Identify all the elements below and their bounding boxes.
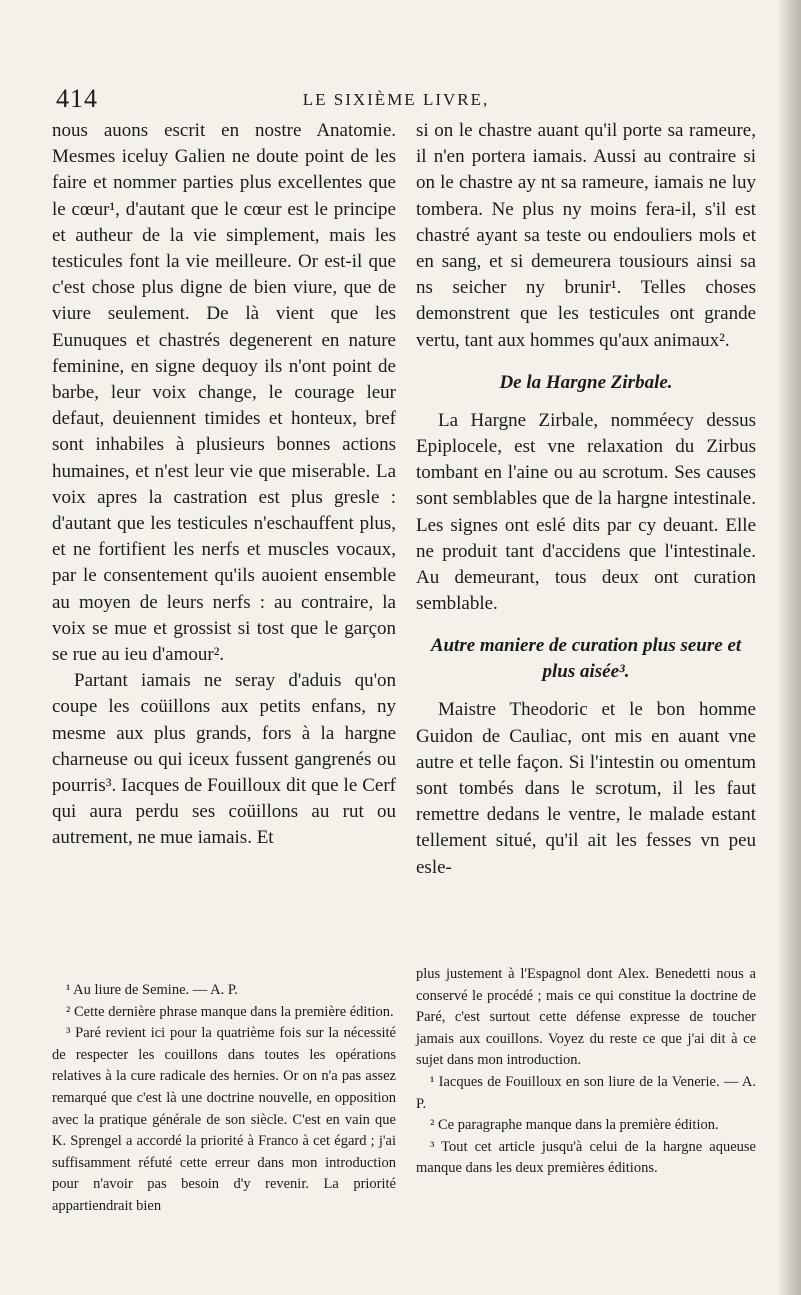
right-paragraph-continued: si on le chastre auant qu'il porte sa rameure, il n'en portera iamais. Aussi au contraire si on le chastre ay nt sa rameure, iamais ne luy tombera. Ne plus ny moins fera-il, s'il est chastré ayant sa teste ou endouliers mols et en sang, et si demeurera tousiours ainsi sa ns seicher ny brunir¹. Telles choses demonstrent que les testicules ont grande vertu, tant aux hommes qu'aux animaux².	[416, 120, 756, 351]
page-number: 414	[56, 84, 98, 113]
right-column	[416, 118, 756, 881]
footnote-continued: plus justement à l'Espagnol dont Alex. Benedetti nous a conservé le procédé ; mais ce qui constitue la doctrine de Paré, c'est surtout cette défense expresse de toucher jamais aux couillons. Voyez du reste ce que j'ai dit à ce sujet dans mon introduction.	[416, 966, 756, 1069]
footnote: ³ Tout cet article jusqu'à celui de la hargne aqueuse manque dans les deux premières éditions.	[416, 1138, 756, 1177]
left-column	[52, 118, 396, 852]
right-paragraph-3: Maistre Theodoric et le bon homme Guidon de Cauliac, ont mis en auant vne autre et telle façon. Si l'intestin ou omentum sont tombés dans le scrotum, il les faut remettre dedans le ventre, le malade estant tellement situé, qu'il ait les fesses vn peu esle-	[416, 699, 756, 878]
footnotes-left	[52, 980, 396, 1218]
footnote: ¹ Iacques de Fouilloux en son liure de la Venerie. — A. P.	[416, 1073, 756, 1112]
footnotes-right	[416, 964, 756, 1180]
footnote: ¹ Au liure de Semine. — A. P.	[66, 982, 238, 998]
left-paragraph-1: nous auons escrit en nostre Anatomie. Mesmes iceluy Galien ne doute point de les faire et nommer parties plus excellentes que le cœur¹, d'autant que le cœur est le principe et autheur de la vie simplement, mais les testicules font la vie meilleure. Or est-il que c'est chose plus digne de bien viure, que de viure seulement. De là vient que les Eunuques et chastrés degenerent en nature feminine, en signe dequoy ils n'ont point de barbe, leur voix change, le courage leur defaut, deuiennent timides et honteux, bref sont inhabiles à plusieurs bonnes actions humaines, et n'est leur vie que miserable. La voix apres la castration est plus gresle : d'autant que les testicules n'eschauffent plus, et ne fortifient les nerfs et muscles vocaux, par le consentement qu'ils auoient ensemble au moyen de leurs nerfs : au contraire, la voix se mue et grossist si tost que le garçon se rue au ieu d'amour².	[52, 120, 396, 666]
footnote: ² Ce paragraphe manque dans la première édition.	[430, 1117, 719, 1134]
section-heading-hargne-zirbale: De la Hargne Zirbale.	[499, 371, 673, 393]
left-paragraph-2: Partant iamais ne seray d'aduis qu'on coupe les coüillons aux petits enfans, ny mesme aux plus grands, fors à la hargne charneuse ou qui iceux fussent gangrenés ou pourris³. Iacques de Fouilloux dit que le Cerf qui aura perdu ses coüillons au rut ou autrement, ne mue iamais. Et	[52, 670, 396, 849]
right-paragraph-2: La Hargne Zirbale, nomméecy dessus Epiplocele, est vne relaxation du Zirbus tombant en l'aine ou au scrotum. Ses causes sont semblables que de la hargne intestinale. Les signes ont eslé dits par cy deuant. Elle ne produit tant d'accidens que l'intestinale. Au demeurant, tous deux ont curation semblable.	[416, 409, 756, 615]
page-edge	[779, 0, 801, 1295]
running-head: LE SIXIÈME LIVRE,	[302, 90, 490, 109]
page-header	[56, 84, 736, 114]
footnote: ³ Paré revient ici pour la quatrième fois sur la nécessité de respecter les couillons dans toutes les opérations relatives à la cure radicale des hernies. Or on n'a pas assez remarqué que c'est là une doctrine nouvelle, en opposition avec la pratique générale de son siècle. C'est en vain que K. Sprengel a accordé la priorité à Franco à cet égard ; j'ai suffisamment réfuté cette erreur dans mon introduction pour n'avoir pas besoin d'y revenir. La priorité appartiendrait bien	[52, 1025, 396, 1214]
section-heading-autre-maniere: Autre maniere de curation plus seure et plus aisée³.	[430, 635, 742, 683]
footnote: ² Cette dernière phrase manque dans la première édition.	[66, 1003, 394, 1020]
